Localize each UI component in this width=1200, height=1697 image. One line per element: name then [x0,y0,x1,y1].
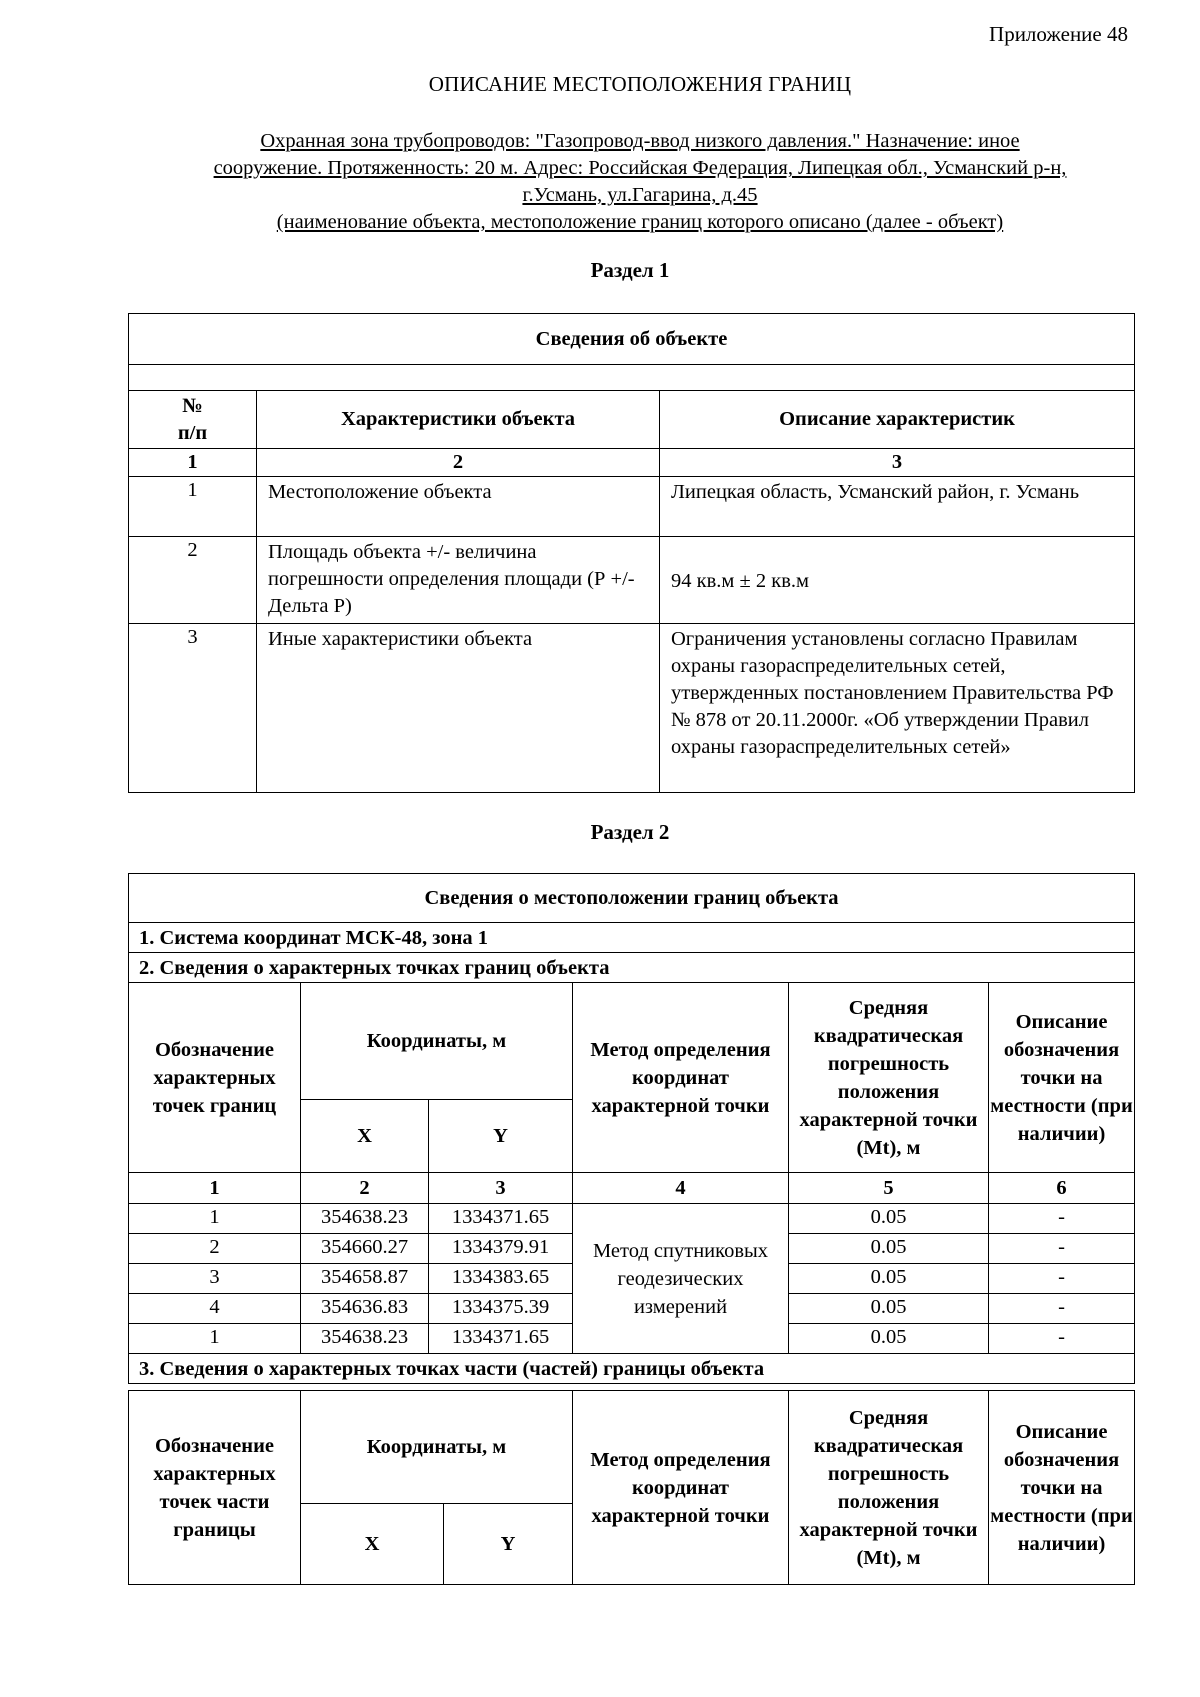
point-y: 1334379.91 [429,1234,573,1264]
header-designation: Обозначение характерных точек части границы [129,1391,301,1585]
table-row [129,624,1135,793]
header-coords: Координаты, м [301,983,573,1100]
point-id: 4 [129,1294,301,1324]
row-desc: 94 кв.м ± 2 кв.м [660,537,1135,624]
row-desc: Ограничения установлены согласно Правилам охраны газораспределительных сетей, утвержденных постановлением Правительства РФ № 878 от 20.11.2000г. «Об утверждении Правил охраны газораспределительных сетей» [660,624,1135,793]
header-point-description: Описание обозначения точки на местности (при наличии) [989,983,1135,1173]
col-header-description: Описание характеристик [660,391,1135,449]
document-title: ОПИСАНИЕ МЕСТОПОЛОЖЕНИЯ ГРАНИЦ [428,72,852,96]
point-x: 354638.23 [301,1324,429,1354]
object-info-table [128,313,1135,793]
table-row [129,1204,1135,1234]
table-title: Сведения о местоположении границ объекта [129,874,1135,923]
point-y: 1334383.65 [429,1264,573,1294]
header-x: X [301,1100,429,1173]
object-line: Охранная зона трубопроводов: "Газопровод-ввод низкого давления." Назначение: иное [260,130,1020,152]
table-row [129,477,1135,537]
empty-row [129,365,1135,391]
point-id: 1 [129,1204,301,1234]
col-number: 2 [257,449,660,477]
row-number: 1 [129,477,257,537]
object-line: г.Усмань, ул.Гагарина, д.45 [522,184,758,206]
point-desc: - [989,1204,1135,1234]
point-desc: - [989,1264,1135,1294]
col-number: 3 [660,449,1135,477]
point-mt: 0.05 [789,1264,989,1294]
header-point-description: Описание обозначения точки на местности (при наличии) [989,1391,1135,1585]
point-id: 3 [129,1264,301,1294]
row-number: 2 [129,537,257,624]
col-header-characteristics: Характеристики объекта [257,391,660,449]
method-value: Метод спутниковых геодезических измерений [573,1204,789,1354]
parts-section-title: 3. Сведения о характерных точках части (частей) границы объекта [129,1354,1135,1384]
col-number: 1 [129,1173,301,1204]
point-id: 1 [129,1324,301,1354]
header-method: Метод определения координат характерной точки [573,983,789,1173]
point-desc: - [989,1324,1135,1354]
appendix-label: Приложение 48 [989,22,1128,46]
point-y: 1334371.65 [429,1204,573,1234]
point-x: 354658.87 [301,1264,429,1294]
object-caption: (наименование объекта, местоположение границ которого описано (далее - объект) [276,211,1004,233]
point-mt: 0.05 [789,1204,989,1234]
header-designation: Обозначение характерных точек границ [129,983,301,1173]
point-mt: 0.05 [789,1294,989,1324]
row-desc: Липецкая область, Усманский район, г. Усмань [660,477,1135,537]
part-points-table [128,1390,1135,1585]
point-desc: - [989,1234,1135,1264]
section-1-title: Раздел 1 [590,258,670,282]
points-section-title: 2. Сведения о характерных точках границ объекта [129,953,1135,983]
point-x: 354636.83 [301,1294,429,1324]
header-error: Средняя квадратическая погрешность положения характерной точки (Mt), м [789,983,989,1173]
header-y: Y [444,1504,573,1585]
section-2-title: Раздел 2 [590,820,670,844]
point-y: 1334375.39 [429,1294,573,1324]
point-id: 2 [129,1234,301,1264]
object-line: сооружение. Протяженность: 20 м. Адрес: Российская Федерация, Липецкая обл., Усманский р-н, [213,157,1067,179]
header-x: X [301,1504,444,1585]
table-row [129,537,1135,624]
point-desc: - [989,1294,1135,1324]
point-mt: 0.05 [789,1324,989,1354]
row-name: Местоположение объекта [257,477,660,537]
boundary-points-table [128,873,1135,1384]
header-error: Средняя квадратическая погрешность положения характерной точки (Mt), м [789,1391,989,1585]
col-header-number: № п/п [129,391,257,449]
col-number: 5 [789,1173,989,1204]
coord-system: 1. Система координат МСК-48, зона 1 [129,923,1135,953]
header-y: Y [429,1100,573,1173]
row-name: Иные характеристики объекта [257,624,660,793]
header-method: Метод определения координат характерной точки [573,1391,789,1585]
object-description [130,128,1150,236]
point-x: 354638.23 [301,1204,429,1234]
row-number: 3 [129,624,257,793]
col-number: 1 [129,449,257,477]
col-number: 6 [989,1173,1135,1204]
row-name: Площадь объекта +/- величина погрешности определения площади (Р +/- Дельта Р) [257,537,660,624]
point-mt: 0.05 [789,1234,989,1264]
point-x: 354660.27 [301,1234,429,1264]
col-number: 2 [301,1173,429,1204]
col-number: 4 [573,1173,789,1204]
header-coords: Координаты, м [301,1391,573,1504]
point-y: 1334371.65 [429,1324,573,1354]
col-number: 3 [429,1173,573,1204]
table-title: Сведения об объекте [129,314,1135,365]
